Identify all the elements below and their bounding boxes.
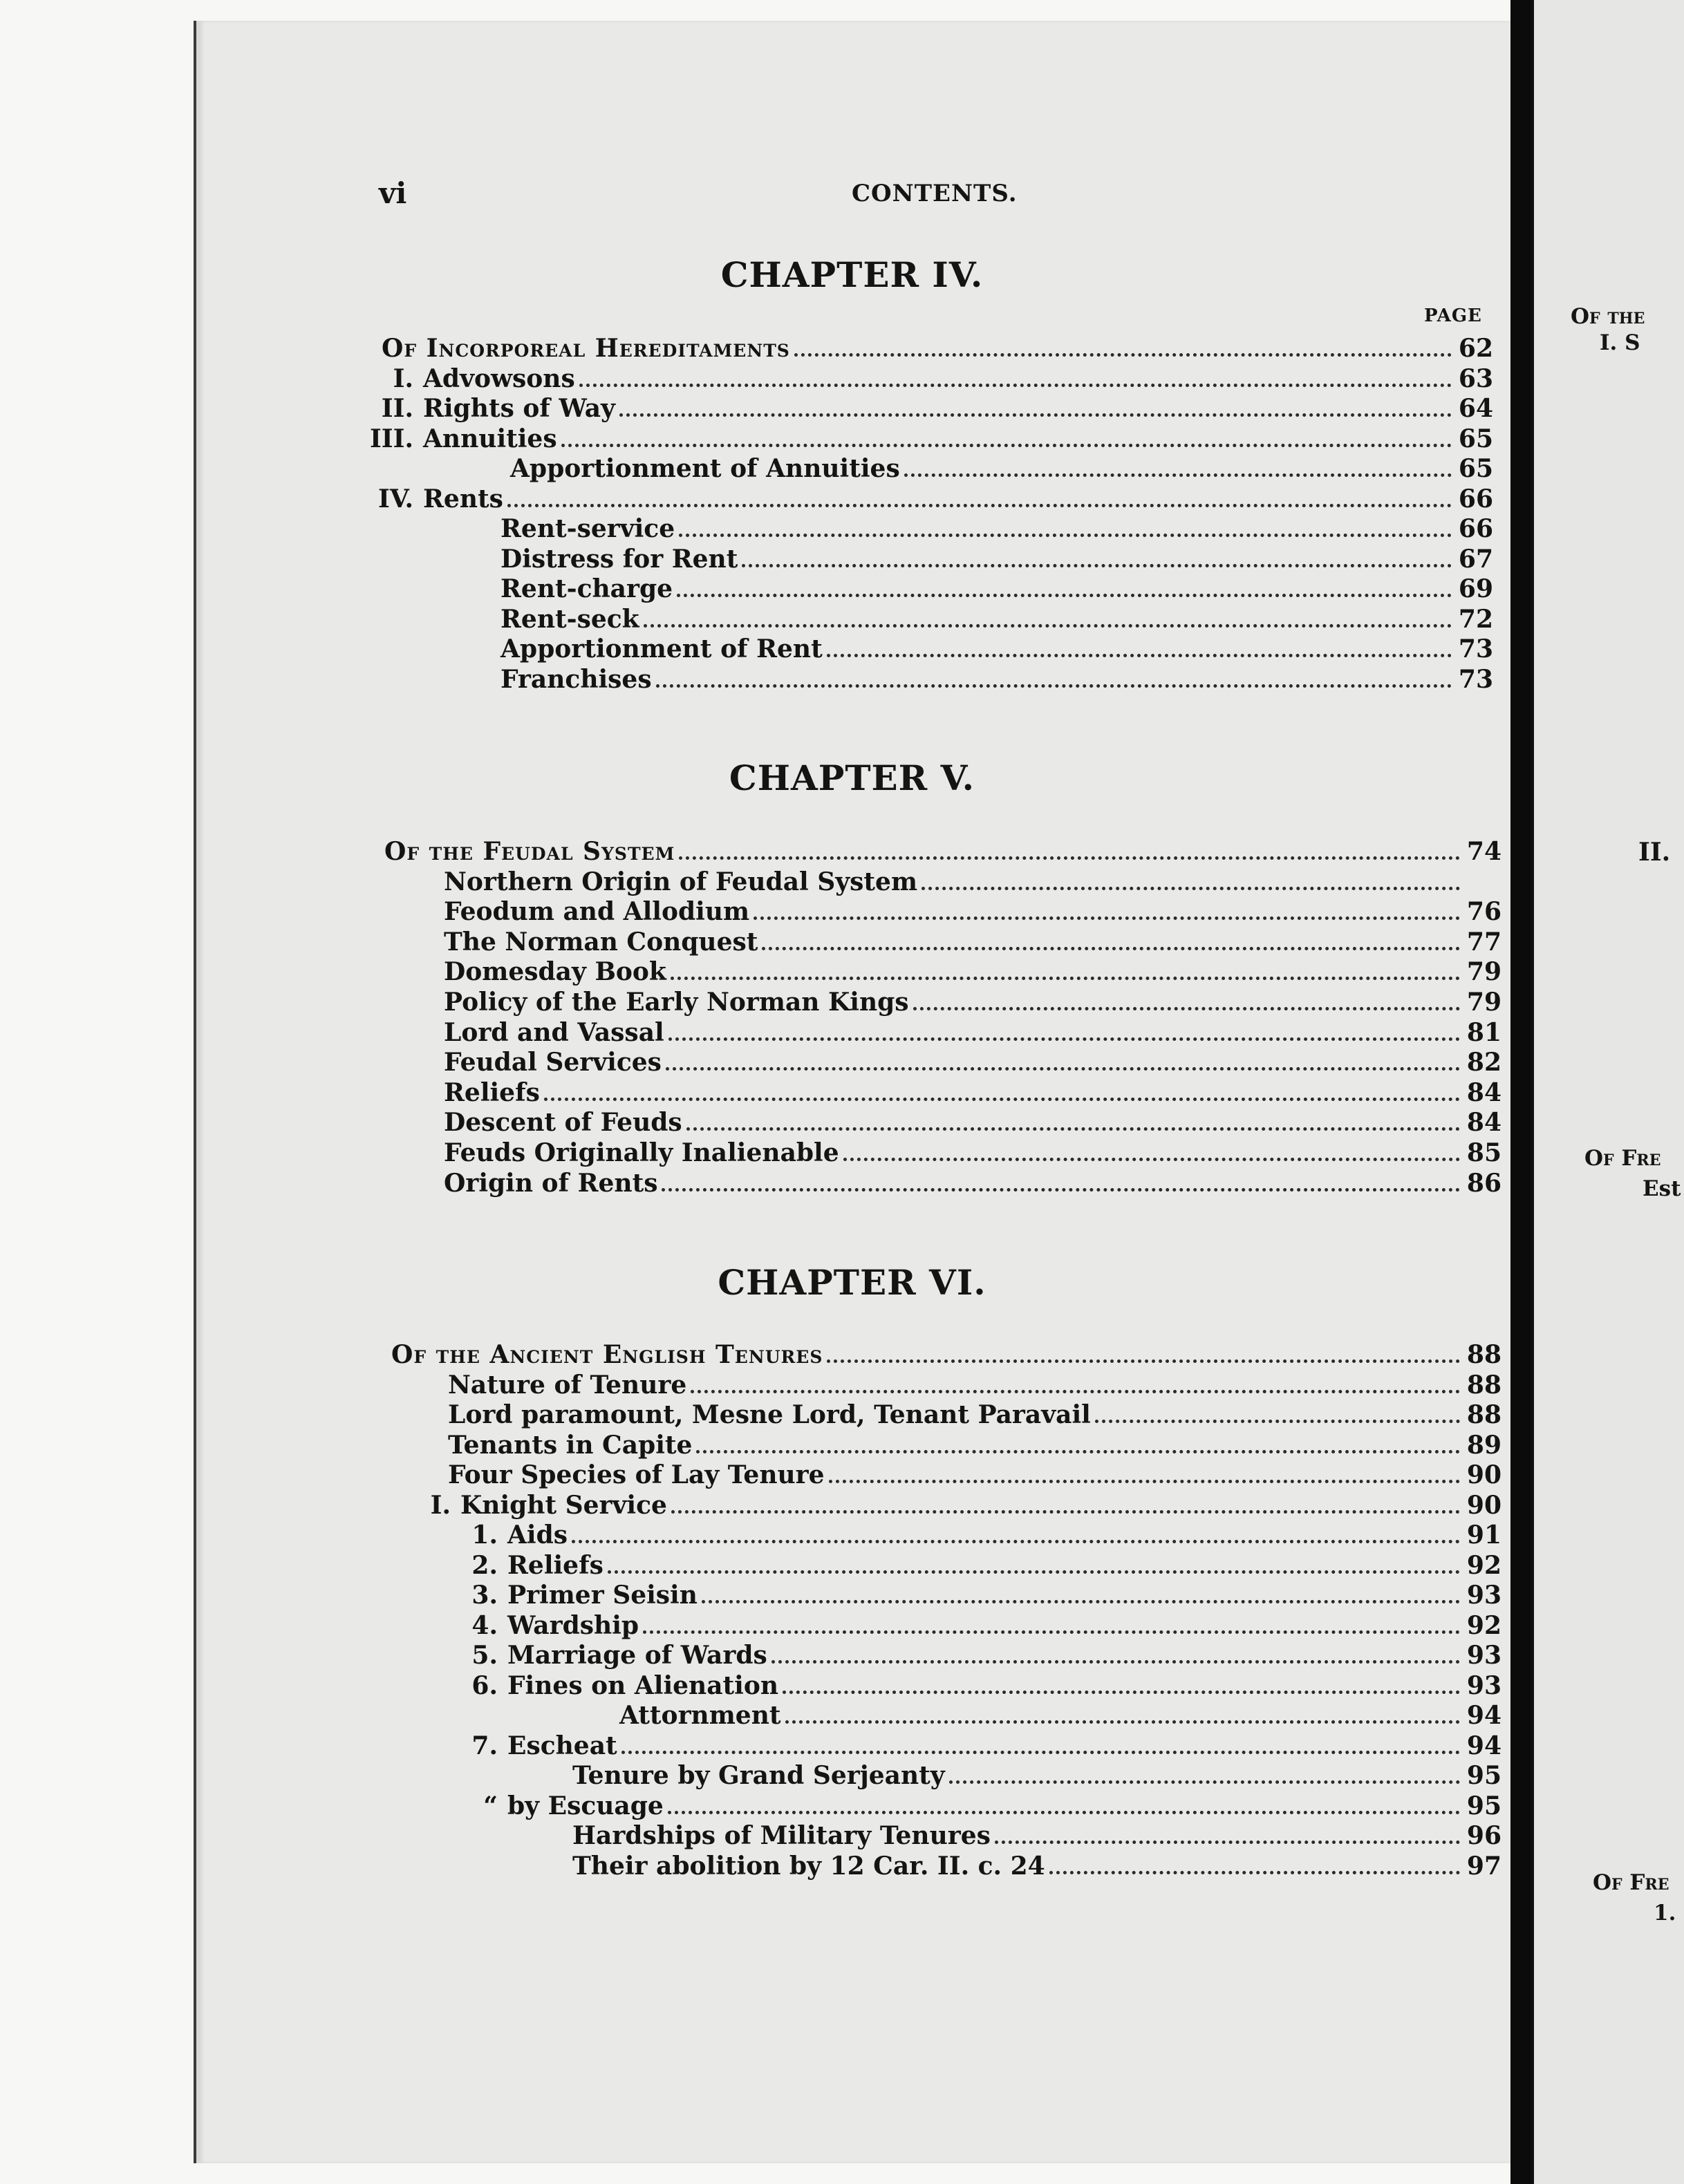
dot-leader — [691, 1390, 1460, 1393]
toc-entry — [444, 1668, 1501, 1698]
toc-entry-text: Rights of Way — [423, 394, 615, 423]
toc-entry-text: Tenure by Grand Serjeanty — [572, 1761, 945, 1790]
dot-leader — [1049, 1871, 1460, 1874]
toc-entry-text: Franchises — [500, 665, 652, 694]
toc-entry-text: Of the Ancient English Tenures — [391, 1340, 823, 1369]
toc-entry — [444, 1135, 1501, 1165]
toc-entry-number: 4. — [471, 1611, 498, 1640]
toc-entry — [572, 1818, 1501, 1848]
toc-entry-text: Advowsons — [423, 364, 575, 393]
toc-entry — [572, 1758, 1501, 1788]
toc-page-number: 93 — [1466, 1581, 1501, 1610]
dot-leader — [843, 1158, 1460, 1161]
toc-page-number: 96 — [1466, 1821, 1501, 1850]
facing-page-fragment: I. S — [1600, 330, 1640, 355]
toc-page-number: 73 — [1458, 634, 1493, 663]
dot-leader — [668, 1811, 1460, 1814]
toc-entry-text: Reliefs — [507, 1551, 604, 1580]
toc-entry — [500, 511, 1493, 541]
toc-page-number: 62 — [1458, 334, 1493, 363]
toc-entry-number: 7. — [471, 1731, 498, 1760]
toc-page-number: 90 — [1466, 1460, 1501, 1489]
toc-entry — [448, 1457, 1501, 1487]
toc-entry-text: Nature of Tenure — [448, 1371, 687, 1400]
dot-leader — [696, 1450, 1459, 1453]
toc-page-number: 91 — [1466, 1521, 1501, 1550]
dot-leader — [561, 444, 1452, 447]
toc-entry-text: Knight Service — [460, 1491, 667, 1520]
toc-entry — [500, 571, 1493, 601]
toc-entry-number: 3. — [471, 1581, 498, 1610]
toc-page-number: 92 — [1466, 1611, 1501, 1640]
toc-page-number: 73 — [1458, 665, 1493, 694]
toc-entry — [444, 894, 1501, 924]
dot-leader — [579, 384, 1452, 387]
toc-page-number: 95 — [1466, 1761, 1501, 1790]
dot-leader — [762, 947, 1459, 950]
toc-chapter-heading — [384, 834, 1501, 864]
toc-entry-text: Apportionment of Annuities — [510, 454, 900, 483]
toc-entry-text: Rent-service — [500, 514, 675, 543]
toc-entry — [444, 864, 1501, 894]
toc-entry — [619, 1697, 1501, 1728]
dot-leader — [949, 1780, 1460, 1784]
toc-entry — [444, 1577, 1501, 1608]
chapter-title: CHAPTER V. — [729, 757, 975, 798]
dot-leader — [544, 1098, 1460, 1101]
dot-leader — [995, 1841, 1460, 1844]
toc-entry-text: Reliefs — [444, 1078, 540, 1107]
toc-entry — [359, 390, 1493, 421]
toc-page-number: 69 — [1458, 574, 1493, 603]
dot-leader — [702, 1600, 1460, 1603]
toc-entry — [500, 631, 1493, 661]
dot-leader — [668, 1037, 1460, 1041]
toc-entry-text: Northern Origin of Feudal System — [444, 867, 918, 896]
toc-entry-text: Four Species of Lay Tenure — [448, 1460, 825, 1489]
toc-entry-text: Lord and Vassal — [444, 1018, 664, 1047]
toc-entry-text: Their abolition by 12 Car. II. c. 24 — [572, 1852, 1045, 1881]
toc-entry-text: Distress for Rent — [500, 545, 738, 574]
dot-leader — [679, 534, 1452, 537]
page-number: vi — [379, 176, 407, 210]
toc-page-number: 66 — [1458, 484, 1493, 514]
toc-entry-number: IV. — [377, 484, 413, 514]
toc-entry — [444, 1015, 1501, 1045]
toc-page-number: 66 — [1458, 514, 1493, 543]
toc-entry-number: I. — [430, 1491, 451, 1520]
dot-leader — [785, 1720, 1460, 1724]
facing-page-fragment: Of Fre — [1593, 1870, 1669, 1895]
toc-entry — [448, 1427, 1501, 1458]
toc-entry-text: Apportionment of Rent — [500, 634, 823, 663]
dot-leader — [829, 1480, 1460, 1483]
toc-entry-text: The Norman Conquest — [444, 928, 758, 957]
toc-entry-number: II. — [381, 394, 413, 423]
dot-leader — [771, 1660, 1460, 1664]
toc-entry — [448, 1367, 1501, 1400]
dot-leader — [827, 654, 1452, 657]
toc-entry-text: Feudal Services — [444, 1048, 662, 1077]
toc-page-number: 82 — [1466, 1048, 1501, 1077]
toc-entry-text: Descent of Feuds — [444, 1108, 682, 1137]
toc-entry-number: 5. — [471, 1641, 498, 1670]
toc-entry — [444, 984, 1501, 1015]
dot-leader — [921, 887, 1460, 890]
toc-entry — [359, 361, 1493, 391]
dot-leader — [754, 916, 1460, 920]
toc-entry — [444, 1044, 1501, 1075]
dot-leader — [913, 1007, 1460, 1010]
toc-page-number: 65 — [1458, 454, 1493, 483]
toc-page-number: 94 — [1466, 1701, 1501, 1730]
dot-leader — [686, 1127, 1460, 1131]
toc-entry-number: I. — [393, 364, 413, 393]
dot-leader — [608, 1570, 1460, 1574]
toc-entry — [444, 924, 1501, 957]
dot-leader — [666, 1067, 1460, 1071]
toc-entry-text: Feodum and Allodium — [444, 897, 750, 926]
toc-entry — [444, 954, 1501, 984]
toc-page-number: 94 — [1466, 1731, 1501, 1760]
toc-entry — [444, 1788, 1501, 1818]
toc-entry-text: Rent-charge — [500, 574, 673, 603]
toc-entry — [444, 1104, 1501, 1135]
dot-leader — [671, 977, 1460, 980]
toc-page-number: 63 — [1458, 364, 1493, 393]
toc-page-number: 67 — [1458, 545, 1493, 574]
toc-entry-number: 2. — [471, 1551, 498, 1580]
dot-leader — [1095, 1420, 1460, 1423]
toc-page-number: 85 — [1466, 1138, 1501, 1167]
toc-page-number: 93 — [1466, 1641, 1501, 1670]
toc-entry-number: 1. — [471, 1521, 498, 1550]
toc-entry — [444, 1728, 1501, 1758]
toc-entry — [397, 1487, 1501, 1518]
toc-entry — [444, 1637, 1501, 1668]
toc-page-number: 86 — [1466, 1169, 1501, 1198]
toc-entry — [448, 1397, 1501, 1427]
dot-leader — [671, 1510, 1460, 1514]
toc-entry — [359, 481, 1493, 514]
toc-page-number: 89 — [1466, 1431, 1501, 1460]
toc-page-number: 88 — [1466, 1371, 1501, 1400]
toc-page-number: 95 — [1466, 1791, 1501, 1820]
toc-entry-text: Hardships of Military Tenures — [572, 1821, 991, 1850]
toc-entry-text: Aids — [507, 1521, 568, 1550]
facing-page-fragment: Of Fre — [1584, 1146, 1661, 1171]
toc-entry-text: Domesday Book — [444, 957, 666, 986]
toc-chapter-heading — [391, 1337, 1501, 1367]
dot-leader — [621, 1751, 1460, 1754]
facing-page-fragment: 1. — [1654, 1901, 1676, 1926]
toc-entry-text: by Escuage — [507, 1791, 664, 1820]
toc-page-number: 72 — [1458, 605, 1493, 634]
toc-page-number: 64 — [1458, 394, 1493, 423]
toc-page-number: 65 — [1458, 424, 1493, 453]
toc-page-number: 79 — [1466, 988, 1501, 1017]
running-head: CONTENTS. — [852, 180, 1018, 207]
toc-page-number: 93 — [1466, 1671, 1501, 1700]
page-column-heading: PAGE — [1424, 305, 1482, 326]
toc-page-number: 81 — [1466, 1018, 1501, 1047]
toc-entry — [444, 1547, 1501, 1578]
toc-entry-text: Tenants in Capite — [448, 1431, 693, 1460]
toc-entry-text: Marriage of Wards — [507, 1641, 767, 1670]
toc-entry — [444, 1165, 1501, 1196]
dot-leader — [507, 504, 1452, 507]
toc-entry-text: Lord paramount, Mesne Lord, Tenant Paravail — [448, 1400, 1091, 1429]
toc-entry — [444, 1517, 1501, 1550]
toc-page-number: 90 — [1466, 1491, 1501, 1520]
toc-page-number: 76 — [1466, 897, 1501, 926]
toc-page-number: 92 — [1466, 1551, 1501, 1580]
toc-entry — [572, 1848, 1501, 1879]
dot-leader — [643, 1630, 1460, 1634]
toc-page-number: 84 — [1466, 1108, 1501, 1137]
toc-entry — [500, 661, 1493, 692]
chapter-title: CHAPTER VI. — [718, 1262, 986, 1303]
dot-leader — [677, 594, 1452, 597]
toc-entry-text: Escheat — [507, 1731, 617, 1760]
dot-leader — [783, 1691, 1460, 1694]
dot-leader — [619, 413, 1452, 417]
dot-leader — [742, 564, 1452, 567]
facing-page-fragment: II. — [1638, 838, 1671, 867]
dot-leader — [572, 1540, 1460, 1543]
toc-page-number: 88 — [1466, 1400, 1501, 1429]
facing-page-fragment: Of the — [1571, 304, 1645, 329]
toc-entry — [444, 1608, 1501, 1638]
toc-chapter-heading — [382, 330, 1493, 361]
toc-entry-text: Rents — [423, 484, 503, 514]
toc-page-number: 88 — [1466, 1340, 1501, 1369]
book-gutter — [1510, 0, 1531, 2184]
facing-page-fragment: Est — [1643, 1176, 1681, 1201]
toc-entry-text: Policy of the Early Norman Kings — [444, 988, 909, 1017]
toc-entry-text: Wardship — [507, 1611, 639, 1640]
toc-entry-number: III. — [369, 424, 413, 453]
toc-entry — [444, 1075, 1501, 1105]
toc-entry-text: Rent-seck — [500, 605, 639, 634]
toc-entry-text: Of the Feudal System — [384, 837, 675, 866]
dot-leader — [794, 353, 1452, 357]
toc-entry-text: Feuds Originally Inalienable — [444, 1138, 839, 1167]
dot-leader — [656, 684, 1452, 688]
toc-entry-text: Fines on Alienation — [507, 1671, 779, 1700]
toc-entry — [500, 601, 1493, 632]
toc-page-number: 97 — [1466, 1852, 1501, 1881]
toc-page-number: 79 — [1466, 957, 1501, 986]
toc-page-number: 84 — [1466, 1078, 1501, 1107]
dot-leader — [904, 473, 1452, 477]
toc-entry-number: “ — [483, 1791, 498, 1820]
dot-leader — [679, 856, 1460, 860]
toc-entry — [359, 421, 1493, 451]
toc-entry-text: Primer Seisin — [507, 1581, 698, 1610]
toc-entry-text: Of Incorporeal Hereditaments — [382, 334, 790, 363]
toc-entry-text: Origin of Rents — [444, 1169, 658, 1198]
toc-entry — [510, 451, 1493, 481]
dot-leader — [827, 1359, 1460, 1363]
dot-leader — [644, 624, 1452, 628]
toc-page-number: 77 — [1466, 928, 1501, 957]
toc-entry-text: Attornment — [619, 1701, 781, 1730]
dot-leader — [662, 1188, 1459, 1192]
toc-entry-text: Annuities — [423, 424, 557, 453]
chapter-title: CHAPTER IV. — [720, 254, 984, 295]
toc-entry — [500, 541, 1493, 572]
toc-page-number: 74 — [1466, 837, 1501, 866]
toc-entry-number: 6. — [471, 1671, 498, 1700]
